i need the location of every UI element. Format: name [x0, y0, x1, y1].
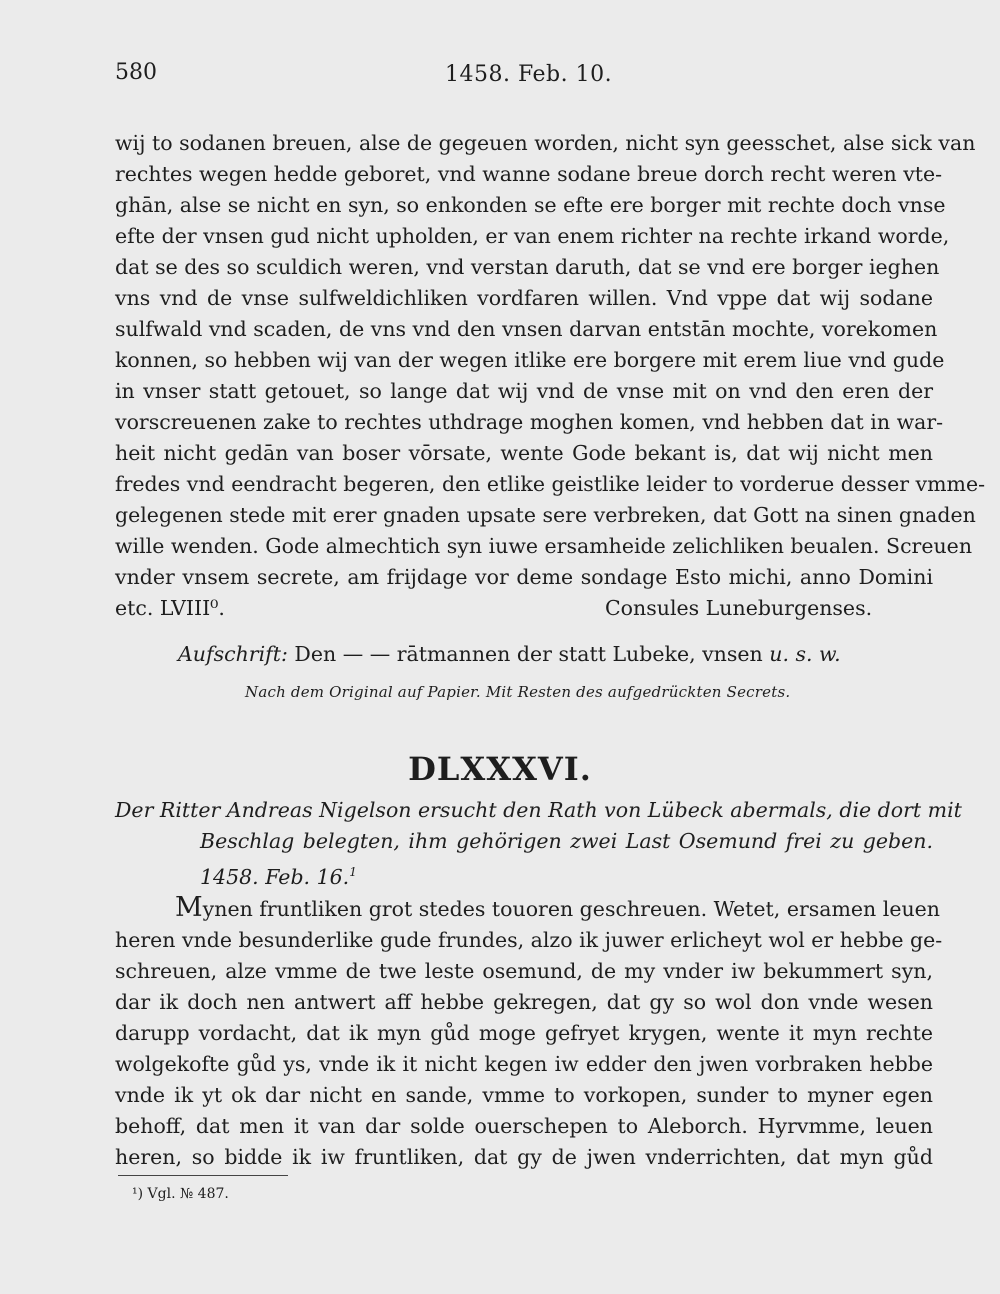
- footnote-divider: [118, 1175, 288, 1176]
- text-line: behoff, dat men it van dar solde ouerschepen to Aleborch. Hyrvmme, leuen: [115, 1114, 933, 1138]
- text-line: [115, 892, 941, 925]
- address-text: Den — — rātmannen der statt Lubeke, vnsen: [287, 642, 770, 666]
- text-line: fredes vnd eendracht begeren, den etlike geistlike leider to vorderue desser vmme-: [115, 472, 986, 496]
- text-line: vns vnd de vnse sulfweldichliken vordfaren willen. Vnd vppe dat wij sodane: [115, 286, 933, 310]
- document-summary: [115, 795, 962, 893]
- text-line: ghān, alse se nicht en syn, so enkonden se efte ere borger mit rechte doch vnse: [115, 193, 946, 217]
- text-line: gelegenen stede mit erer gnaden upsate sere verbreken, dat Gott na sinen gnaden: [115, 503, 976, 527]
- summary-line: Der Ritter Andreas Nigelson ersucht den Rath von Lübeck abermals, die dort mit: [115, 798, 962, 822]
- text-line: dar ik doch nen antwert aff hebbe gekregen, dat gy so wol don vnde wesen: [115, 990, 933, 1014]
- text-line: heit nicht gedān van boser vōrsate, wente Gode bekant is, dat wij nicht men: [115, 441, 933, 465]
- summary-date-line: [115, 857, 933, 893]
- text-line: wolgekofte gůd ys, vnde ik it nicht kegen iw edder den jwen vorbraken hebbe: [115, 1052, 933, 1076]
- text-line: vnder vnsem secrete, am frijdage vor deme sondage Esto michi, anno Domini: [115, 565, 933, 589]
- address-label: Aufschrift:: [178, 642, 288, 666]
- source-note: Nach dem Original auf Papier. Mit Resten des aufgedrückten Secrets.: [245, 683, 791, 701]
- text-line: vorscreuenen zake to rechtes uthdrage moghen komen, vnd hebben dat in war-: [115, 410, 944, 434]
- text-line: konnen, so hebben wij van der wegen itlike ere borgere mit erem liue vnd gude: [115, 348, 945, 372]
- text-line: etc. LVIII⁰.: [115, 596, 225, 620]
- letter-2-body: [115, 892, 943, 1173]
- text-line: efte der vnsen gud nicht upholden, er van enem richter na rechte irkand worde,: [115, 224, 950, 248]
- footnote-marker[interactable]: 1: [349, 865, 357, 879]
- signature: Consules Luneburgenses.: [605, 596, 873, 620]
- text-line: vnde ik yt ok dar nicht en sande, vmme to vorkopen, sunder to myner egen: [115, 1083, 933, 1107]
- text-line: dat se des so sculdich weren, vnd verstan daruth, dat se vnd ere borger ieghen: [115, 255, 940, 279]
- text-line: rechtes wegen hedde geboret, vnd wanne sodane breue dorch recht weren vte-: [115, 162, 943, 186]
- letter-1-body: [115, 128, 986, 624]
- text-line: darupp vordacht, dat ik myn gůd moge gefryet krygen, wente it myn rechte: [115, 1021, 933, 1045]
- page-number: 580: [115, 60, 157, 85]
- first-line-text: ynen fruntliken grot stedes touoren geschreuen. Wetet, ersamen leuen: [202, 897, 941, 921]
- summary-date: 1458. Feb. 16.: [200, 864, 350, 889]
- text-line: heren, so bidde ik iw fruntliken, dat gy de jwen vnderrichten, dat myn gůd: [115, 1145, 933, 1169]
- address-line: [178, 642, 841, 666]
- summary-line: Beschlag belegten, ihm gehörigen zwei Last Osemund frei zu geben.: [200, 829, 933, 853]
- text-line: in vnser statt getouet, so lange dat wij vnd de vnse mit on vnd den eren der: [115, 379, 933, 403]
- running-date: 1458. Feb. 10.: [445, 62, 613, 87]
- page-header: [115, 60, 930, 100]
- text-line: wij to sodanen breuen, alse de gegeuen worden, nicht syn geesschet, alse sick van: [115, 131, 976, 155]
- text-line: schreuen, alze vmme de twe leste osemund, de my vnder iw bekummert syn,: [115, 959, 933, 983]
- footnote: ¹) Vgl. № 487.: [132, 1186, 229, 1202]
- text-line: sulfwald vnd scaden, de vns vnd den vnsen darvan entstān mochte, vorekomen: [115, 317, 938, 341]
- document-number: DLXXXVI.: [408, 750, 592, 788]
- initial-letter: M: [175, 892, 203, 923]
- address-abbreviation: u. s. w.: [769, 642, 841, 666]
- text-line: wille wenden. Gode almechtich syn iuwe ersamheide zelichliken beualen. Screuen: [115, 534, 973, 558]
- text-line: heren vnde besunderlike gude frundes, alzo ik juwer erlicheyt wol er hebbe ge-: [115, 928, 943, 952]
